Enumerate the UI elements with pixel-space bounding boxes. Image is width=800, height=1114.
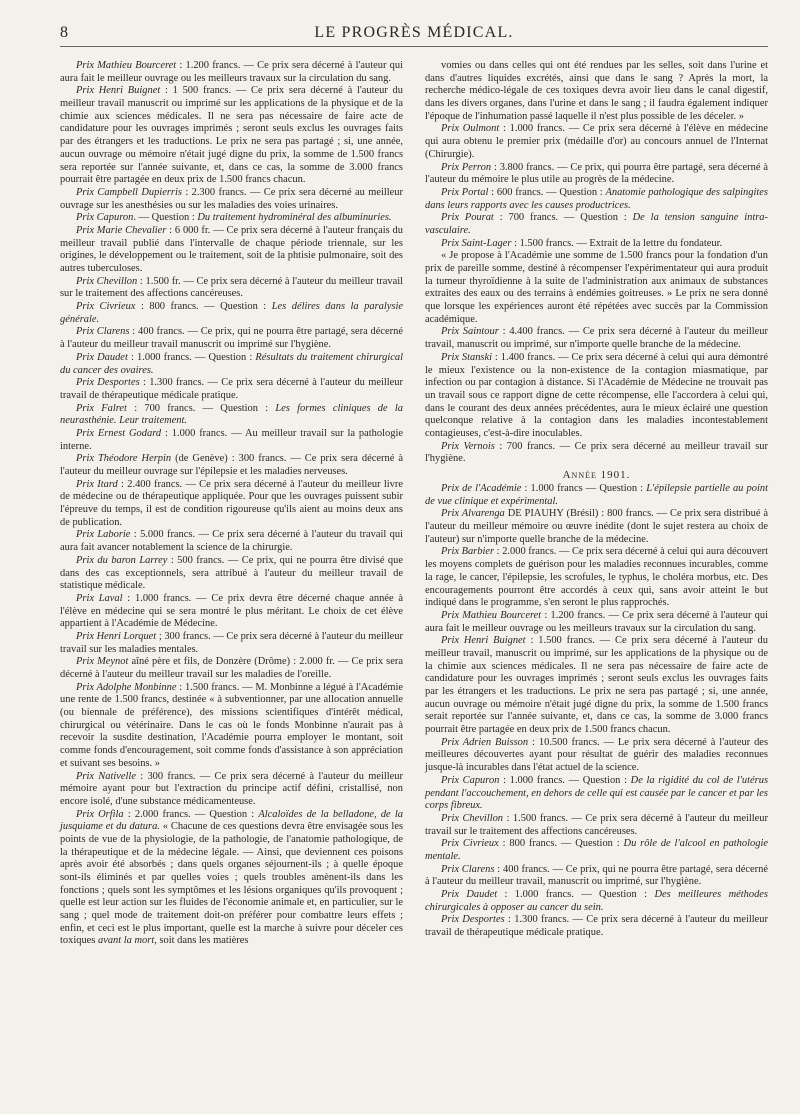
prize-paragraph — [60, 631, 403, 656]
text-run: : 2.300 francs. — Ce prix sera décerné au meilleur ouvrage sur les anesthésies ou sur les maladies des voies urinaires. — [60, 186, 404, 211]
text-run: « Chacune de ces questions devra être envisagée sous les points de vue de la physiologie, de la pathologie, de l'anatomie pathologique, de la thérapeutique et de la médecine légale. — Ainsi, que deviennent ces poisons après avoir été absorbés ; dans quels organes séjournent-ils ; à quelle époque sont-ils éliminés et par quelles voies ; quels troubles amènent-ils dans les fonctions ; quels sont les symptômes et les lésions organiques qu'ils provoquent ; quelle est leur action sur les fluides de l'économie animale et, en particulier, sur le sang ; quel mode de traitement doit-on préférer pour combattre leurs effets ; enfin, et ceci est le plus important, quelle est la marche à suivre pour déceler ces toxiques — [60, 821, 404, 947]
prize-paragraph — [60, 555, 403, 593]
italic-run: Prix Clarens — [76, 326, 130, 338]
prize-paragraph — [425, 838, 768, 863]
prize-paragraph — [60, 60, 403, 85]
text-run: : 1.500 francs. — Extrait de la lettre du fondateur. — [511, 237, 723, 249]
italic-run: Prix Vernois — [441, 440, 495, 452]
italic-run: Prix Stanski — [441, 351, 493, 363]
right-column-after-heading — [425, 483, 768, 940]
text-run: DE PIAUHY (Brésil) : 800 francs. — Ce prix sera distribué à l'auteur du meilleur mémoire ou œuvre inédite (dont le sujet restera au choix de l'auteur) sur n'importe quelle branche de la médecine. — [425, 508, 768, 545]
prize-paragraph — [60, 85, 403, 187]
text-run: : 1.200 francs. — Ce prix sera décerné à l'auteur qui aura fait le meilleur ouvrage ou les meilleurs travaux sur la circulation du sang. — [60, 60, 403, 84]
italic-run: Prix Itard — [76, 478, 118, 490]
text-run: : 1.000 francs. — Question : — [497, 889, 655, 900]
text-run: . — Question : — [133, 212, 198, 224]
text-run: : 1.300 francs. — Ce prix sera décerné à l'auteur du meilleur travail de thérapeutique médicale pratique. — [425, 914, 768, 939]
running-title: LE PROGRÈS MÉDICAL. — [314, 24, 514, 41]
italic-run: Anatomie pathologique des salpingites dans leurs rapports avec les causes productrices. — [425, 186, 768, 211]
prize-paragraph — [425, 483, 768, 508]
text-run: : 1 500 francs. — Ce prix sera décerné à l'auteur du meilleur travail manuscrit ou imprimé sur les applications de la physique et de la chimie aux sciences médicales. Il ne sera pas nécessaire de faire acte de candidature pour les ouvrages imprimés ; seront seuls exclus les ouvrages faits par des étrangers et les traductions. Le prix ne sera pas partagé ; si, une année, aucun ouvrage ou mémoire n'était jugé digne du prix, la somme de 1.500 francs sera reportée sur l'année suivante, et, dans ce cas, la somme de 3.000 francs pourrait être partagée en deux prix de 1.500 francs chacun. — [60, 85, 403, 186]
text-run: (de Genève) : 300 francs. — Ce prix sera décerné à l'auteur du meilleur ouvrage sur l'épilepsie et les maladies nerveuses. — [60, 453, 403, 477]
prize-paragraph — [60, 428, 403, 453]
italic-run: Prix Adolphe Monbinne — [76, 681, 177, 693]
text-run: : 1.400 francs. — Ce prix sera décerné à celui qui aura démontré le mieux l'existence ou la non-existence de la contagion miasmatique, par infection ou par contagion à distance. Si l'Académie de Médecine ne trouvait pas un travail sous ce rapport digne de cette récompense, elle l'accordera à celui qui, dans le courant des deux années précédentes, aura le mieux éclairé une question quelconque relative à la contagion dans les maladies incontestablement contagieuses, c'est-à-dire inoculables. — [425, 351, 768, 439]
text-run: : 700 francs. — Question : — [493, 212, 633, 224]
text-run: : 2.000 francs. — Question : — [123, 808, 259, 820]
prize-paragraph — [60, 682, 403, 771]
italic-run: avant la mort — [97, 935, 155, 947]
prize-paragraph — [425, 352, 768, 441]
prize-paragraph — [60, 453, 403, 478]
prize-paragraph — [425, 546, 768, 609]
italic-run: Prix Falret — [76, 402, 127, 414]
prize-paragraph — [425, 635, 768, 737]
prize-paragraph — [425, 162, 768, 187]
italic-run: Prix Meynot — [76, 656, 129, 668]
italic-run: Prix Orfila — [76, 808, 124, 820]
italic-run: Prix Barbier — [441, 546, 495, 558]
prize-paragraph — [60, 771, 403, 809]
italic-run: Prix Ernest Godard — [76, 427, 162, 439]
page-header — [60, 24, 768, 47]
italic-run: Les formes cliniques de la neurasthénie. Leur traitement. — [60, 402, 403, 427]
prize-paragraph — [60, 187, 403, 212]
text-run: : 1.000 francs. — Question : — [499, 774, 631, 786]
prize-paragraph — [60, 809, 403, 949]
text-run: aîné père et fils, de Donzère (Drôme) : 2.000 fr. — Ce prix sera décerné à l'auteur du meilleur travail sur les maladies de l'oreille. — [60, 656, 403, 680]
italic-run: De la tension sanguine intra-vasculaire. — [425, 212, 769, 236]
text-run: : 1.200 francs. — Ce prix sera décerné à l'auteur qui aura fait le meilleur ouvrage ou les meilleurs travaux sur la circulation du sang. — [425, 609, 768, 634]
text-run: : 800 francs. — Question : — [135, 301, 272, 313]
italic-run: Prix Daudet — [76, 351, 128, 363]
italic-run: Prix Campbell Dupierris — [76, 186, 182, 198]
italic-run: Prix Civrieux — [76, 301, 136, 313]
italic-run: Prix Mathieu Bourceret — [441, 609, 542, 621]
text-run: : 1.000 francs. — Question : — [127, 351, 256, 363]
prize-paragraph — [425, 326, 768, 351]
italic-run: Prix Capuron — [76, 212, 134, 224]
text-run: : 600 francs. — Question : — [488, 186, 606, 198]
text-run: , soit dans les matières — [154, 935, 249, 947]
text-run: : 5.000 francs. — Ce prix sera décerné à l'auteur du travail qui aura fait avancer notablement la science de la chirurgie. — [60, 529, 403, 554]
italic-run: Prix Pourat — [441, 212, 494, 224]
prize-paragraph — [60, 377, 403, 402]
prize-paragraph — [60, 225, 403, 276]
italic-run: Prix de l'Académie — [441, 483, 522, 494]
text-run: ; 300 francs. — Ce prix sera décerné à l'auteur du meilleur travail sur les maladies mentales. — [60, 630, 403, 655]
italic-run: Prix Henri Lorquet — [76, 630, 157, 642]
text-run: : 400 francs. — Ce prix, qui ne pourra être partagé, sera décerné à l'auteur du meilleur travail, manuscrit ou imprimé, sur l'hygiène. — [425, 863, 768, 888]
italic-run: Prix Oulmont — [441, 123, 500, 135]
italic-run: Prix Daudet — [441, 889, 498, 900]
italic-run: Prix Alvarenga — [441, 508, 505, 520]
italic-run: Du traitement hydrominéral des albuminuries. — [197, 212, 392, 224]
prize-paragraph — [425, 775, 768, 813]
text-run: : 1.000 francs. — Au meilleur travail sur la pathologie interne. — [60, 427, 403, 452]
italic-run: Prix Civrieux — [441, 838, 499, 850]
prize-paragraph — [60, 326, 403, 351]
italic-run: Prix Clarens — [441, 863, 495, 875]
italic-run: Prix du baron Larrey — [76, 554, 168, 566]
prize-paragraph — [425, 441, 768, 466]
italic-run: Résultats du traitement chirurgical du cancer des ovaires. — [60, 351, 403, 376]
italic-run: Prix Henri Buignet — [76, 85, 161, 97]
prize-paragraph — [425, 187, 768, 212]
italic-run: Les délires dans la paralysie générale. — [60, 301, 403, 325]
text-run: : 10.500 francs. — Le prix sera décerné à l'auteur des meilleures découvertes ayant pour résultat de guérir des maladies reconnues jusque-là incurables dans l'état actuel de la science. — [425, 736, 769, 774]
text-run: : 1.500 fr. — Ce prix sera décerné à l'auteur du meilleur travail sur le traitement des affections cancéreuses. — [60, 275, 404, 300]
text-run: : 1.500 francs. — Ce prix sera décerné à l'auteur du meilleur travail sur le traitement des affections cancéreuses. — [425, 812, 768, 837]
text-run: : 2.400 francs. — Ce prix sera décerné à l'auteur du meilleur livre de médecine ou de thérapeutique appliquée. Pour que les ouvrages puissent subir l'épreuve du temps, il est de condition rigoureuse qu'ils aient au moins deux ans de publication. — [60, 478, 403, 528]
prize-paragraph — [425, 508, 768, 546]
two-column-body — [60, 60, 768, 948]
italic-run: Alcaloïdes de la belladone, de la jusquiame et du datura. — [60, 808, 403, 833]
text-run: : 1.000 francs — Question : — [521, 483, 647, 494]
prize-paragraph — [425, 610, 768, 635]
italic-run: Prix Adrien Buisson — [441, 736, 529, 748]
section-heading: Année 1901. — [562, 469, 631, 481]
prize-paragraph — [60, 352, 403, 377]
italic-run: Prix Desportes — [441, 914, 505, 926]
italic-run: L'épilepsie partielle au point de vue clinique et expérimental. — [425, 483, 768, 507]
prize-paragraph — [60, 529, 403, 554]
italic-run: Prix Perron — [441, 161, 492, 173]
italic-run: Prix Mathieu Bourceret — [76, 60, 177, 71]
text-run: : 4.400 francs. — Ce prix sera décerné à l'auteur du meilleur travail, manuscrit ou imprimé, sur n'importe quelle branche de la médecine. — [425, 326, 768, 351]
prize-paragraph — [425, 914, 768, 939]
text-run: « Je propose à l'Académie une somme de 1.500 francs pour la fondation d'un prix de pareille somme, destiné à récompenser l'expérimentateur qui aura produit la tumeur thyroïdienne à la suite de l'administration aux animaux de substances extraites des eaux ou des terrains à endémies goitreuses. » Le prix ne sera donné que lorsque les expériences auront été répétées avec succès par la Commission académique. — [425, 250, 768, 325]
italic-run: Des meilleures méthodes chirurgicales à opposer au cancer du sein. — [425, 889, 768, 913]
italic-run: Prix Théodore Herpin — [76, 453, 172, 465]
prize-paragraph — [60, 593, 403, 631]
left-column — [60, 60, 403, 948]
prize-paragraph — [425, 212, 768, 237]
text-run: : 1.300 francs. — Ce prix sera décerné à l'auteur du meilleur travail de thérapeutique médicale pratique. — [60, 377, 403, 401]
prize-paragraph — [425, 250, 768, 326]
italic-run: Prix Marie Chevalier — [76, 224, 167, 236]
text-run: : 6 000 fr. — Ce prix sera décerné à l'auteur français du meilleur travail publié dans l'intervalle de chaque période triennale, sur les origines, le développement ou le traitement, soit de la phtisie pulmonaire, soit des autres tuberculoses. — [60, 224, 403, 274]
italic-run: Prix Henri Buignet — [441, 635, 526, 647]
text-run: : 3.800 francs. — Ce prix, qui pourra être partagé, sera décerné à l'auteur du mémoire le plus utile au progrès de la médecine. — [425, 161, 768, 186]
text-run: : 400 francs. — Ce prix, qui ne pourra être partagé, sera décerné à l'auteur du meilleur travail manuscrit ou imprimé sur l'hygiène. — [60, 326, 403, 351]
italic-run: Du rôle de l'alcool en pathologie mentale. — [425, 838, 768, 862]
text-run: : 700 francs. — Question : — [126, 402, 276, 414]
prize-paragraph — [425, 737, 768, 775]
italic-run: Prix Desportes — [76, 377, 140, 389]
prize-paragraph — [60, 403, 403, 428]
italic-run: Prix Laborie — [76, 529, 131, 541]
prize-paragraph — [425, 238, 768, 251]
text-run: : 800 francs. — Question : — [498, 838, 624, 850]
text-run: : 1.500 francs. — M. Monbinne a légué à l'Académie une rente de 1.500 francs, destinée « à subventionner, par une allocation annuelle (ou biennale de préférence), des missions scientifiques d'intérêt médical, chirurgical ou vétérinaire. Dans le cas où le fonds Monbinne n'aurait pas à recevoir la susdite destination, l'Académie pourra employer le montant, soit comme fonds d'encouragement, soit comme fonds d'assistance à son appréciation et suivant ses besoins. » — [60, 681, 403, 769]
italic-run: De la rigidité du col de l'utérus pendant l'accouchement, en dehors de celle qui est causée par le cancer et par les corps fibreux. — [425, 774, 769, 812]
prize-paragraph — [425, 864, 768, 889]
prize-paragraph — [60, 301, 403, 326]
text-run: : 700 francs. — Ce prix sera décerné au meilleur travail sur l'hygiène. — [425, 440, 768, 465]
italic-run: Prix Capuron — [441, 774, 500, 786]
prize-paragraph — [425, 813, 768, 838]
right-column-before-heading — [425, 60, 768, 466]
text-run: : 1.500 francs. — Ce prix sera décerné à l'auteur du meilleur travail, manuscrit ou imprimé, sur les applications de la physique ou de la chimie aux sciences médicales. Il ne sera pas nécessaire de faire acte de candidature pour les ouvrages imprimés ; seront seuls exclus les ouvrages faits par les étrangers et les traductions. Le prix ne sera pas partagé ; si, une année, aucun ouvrage ou mémoire n'était jugé digne du prix, la somme de 1.500 francs serait reportée sur l'année suivante, et, dans ce cas, la somme de 3.000 francs pourrait être partagée en deux prix de 1.500 francs chacun. — [425, 635, 768, 736]
text-run: : 2.000 francs. — Ce prix sera décerné à celui qui aura découvert les moyens complets de guérison pour les maladies reconnues incurables, comme la rage, le cancer, l'épilepsie, les scrofules, le typhus, le choléra morbus, etc. Des encouragements pourront être accordés à ceux qui, sans avoir atteint le but indiqué dans le programme, s'en seront le plus rapprochés. — [425, 546, 768, 609]
italic-run: Prix Chevillon — [76, 275, 138, 287]
text-run: : 1.000 francs. — Ce prix sera décerné à l'élève en médecine qui aura obtenu le premier prix (médaille d'or) au concours annuel de l'Internat (Chirurgie). — [425, 123, 768, 160]
italic-run: Prix Saintour — [441, 326, 499, 338]
prize-paragraph — [60, 479, 403, 530]
prize-paragraph — [60, 212, 403, 225]
prize-paragraph — [60, 276, 403, 301]
right-column — [425, 60, 768, 948]
italic-run: Prix Laval — [76, 592, 123, 604]
text-run: vomies ou dans celles qui ont été rendues par les selles, soit dans l'urine et dans d'autres liquides excrétés, ainsi que dans le sang ? Après la mort, la recherche médico-légale de ces toxiques devra avoir lieu dans le canal digestif, dans les divers organes, dans l'urine et dans le sang ; il faudra également indiquer l'époque de l'inhumation passé laquelle il n'est plus possible de les déceler. » — [425, 60, 768, 122]
text-run: : 300 francs. — Ce prix sera décerné à l'auteur du meilleur mémoire ayant pour but l'extraction du principe actif défini, cristallisé, non encore isolé, d'une substance médicamenteuse. — [60, 770, 403, 807]
prize-paragraph — [425, 889, 768, 914]
text-run: : 1.000 francs. — Ce prix devra être décerné chaque année à l'élève en médecine qui se sera montré le plus méritant. Le choix de cet élève appartient à l'Académie de Médecine. — [60, 592, 403, 630]
prize-paragraph — [60, 656, 403, 681]
italic-run: Prix Saint-Lager — [441, 237, 512, 249]
prize-paragraph — [425, 60, 768, 123]
italic-run: Prix Chevillon — [441, 812, 504, 824]
page-number: 8 — [60, 24, 68, 41]
text-run: : 500 francs. — Ce prix, qui ne pourra être divisé que dans des cas exceptionnels, sera attribué à l'auteur du meilleur travail de statistique médicale. — [60, 554, 403, 592]
prize-paragraph — [425, 123, 768, 161]
italic-run: Prix Nativelle — [76, 770, 136, 782]
italic-run: Prix Portal — [441, 186, 489, 198]
